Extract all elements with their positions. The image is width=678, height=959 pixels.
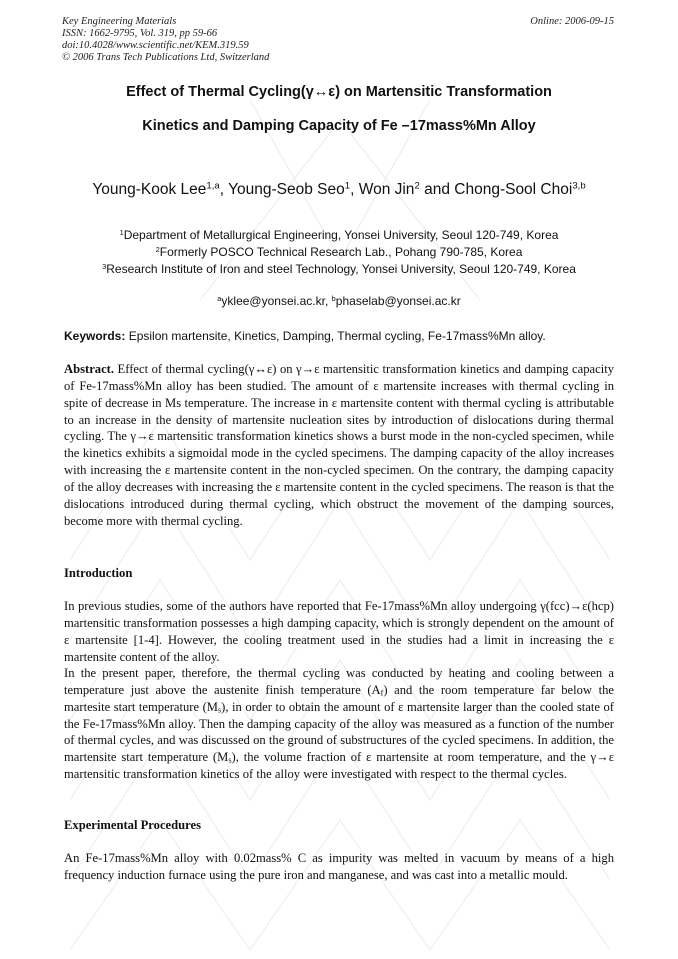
issn-line: ISSN: 1662-9795, Vol. 319, pp 59-66 — [62, 28, 218, 39]
keywords-text: Epsilon martensite, Kinetics, Damping, Thermal cycling, Fe-17mass%Mn alloy. — [128, 329, 546, 343]
copyright-line: © 2006 Trans Tech Publications Ltd, Switzerland — [62, 52, 270, 63]
paper-title-line-1: Effect of Thermal Cycling(γ↔ε) on Martensitic Transformation — [126, 84, 552, 100]
introduction-paragraph-1: In previous studies, some of the authors have reported that Fe-17mass%Mn alloy undergoing γ(fcc)→ε(hcp) martensitic transformation possesses a high damping capacity, which is strongly dependent on the amount of ε martensite [1-4]. However, the cooling treatment used in the studies had a limit in increasing the ε martensite content of the alloy. — [64, 599, 614, 664]
doi-line: doi:10.4028/www.scientific.net/KEM.319.59 — [62, 40, 249, 51]
abstract-text: Effect of thermal cycling(γ↔ε) on γ→ε martensitic transformation kinetics and damping capacity of Fe-17mass%Mn alloy has been studied. The amount of ε martensite increases with thermal cycling in spite of decrease in Ms temperature. The increase in ε martensite content with thermal cycling is attributable to an increase in the density of martensite nucleation sites by introduction of dislocations during thermal cycling. The γ→ε martensitic transformation kinetics shows a burst mode in the non-cycled specimen, while the kinetics exhibits a sigmoidal mode in the cycled specimens. The damping capacity of the alloy increases with increasing the ε martensite content in the non-cycled specimen. On the contrary, the damping capacity of the alloy decreases with increasing the ε martensite content in the cycled specimens. The reason is that the dislocations introduced during thermal cycling, which obstruct the movement of the damping sources, become more with thermal cycling. — [64, 362, 614, 528]
keywords-label: Keywords: — [64, 329, 126, 343]
author-affil-sup: 1 — [344, 180, 351, 192]
author-affil-sup: 3,b — [572, 180, 586, 192]
author-list: Young-Kook Lee$^{1,a}$, Young-Seob Seo$^1$, Won Jin$^2$ and Chong-Sool Choi$^{3,b}$ — [92, 180, 586, 198]
affiliation-1: $^1$Department of Metallurgical Engineering, Yonsei University, Seoul 120-749, Korea — [119, 227, 559, 242]
introduction-heading: Introduction — [64, 566, 133, 580]
author-affil-sup: 2 — [414, 180, 420, 192]
experimental-heading: Experimental Procedures — [64, 818, 201, 832]
online-date: Online: 2006-09-15 — [530, 16, 614, 27]
journal-header — [62, 16, 269, 64]
journal-name: Key Engineering Materials — [62, 16, 177, 27]
email-link-b[interactable]: phaselab@yonsei.ac.kr — [335, 294, 461, 308]
introduction-paragraph-2: In the present paper, therefore, the thermal cycling was conducted by heating and cooling between a temperature just above the austenite finish temperature $(A_f)$ and the room temperature far below the martesite start temperature $(M_s)$, in order to obtain the amount of ε martensite larger than the cooled state of the Fe-17mass%Mn alloy. Then the damping capacity of the alloy was measured as a function of the number of thermal cycles, and was discussed on the ground of substructures of the cycled specimens. In addition, the martensite start temperature $(M_s)$, the volume fraction of ε martensite at room temperature, and the γ→ε martensitic transformation kinetics of the alloy were investigated with respect to the thermal cycles. — [64, 666, 614, 782]
author-affil-sup: 1,a — [206, 180, 220, 192]
author-name: Won Jin — [358, 181, 415, 198]
author-name: Young-Kook Lee — [92, 181, 207, 198]
email-line: $^a$yklee@yonsei.ac.kr, $^b$phaselab@yonsei.ac.kr — [217, 293, 461, 308]
keywords — [64, 329, 624, 343]
abstract-label: Abstract. — [64, 362, 115, 376]
author-name: Young-Seob Seo — [228, 181, 345, 198]
author-name: Chong-Sool Choi — [454, 181, 573, 198]
abstract — [64, 361, 614, 529]
email-link-a[interactable]: yklee@yonsei.ac.kr, — [221, 294, 329, 308]
affiliation-2: $^2$Formerly POSCO Technical Research Lab., Pohang 790-785, Korea — [155, 244, 523, 259]
affiliation-3: $^3$Research Institute of Iron and steel Technology, Yonsei University, Seoul 120-749, Korea — [102, 261, 576, 276]
paper-title-line-2: Kinetics and Damping Capacity of Fe –17mass%Mn Alloy — [142, 118, 536, 134]
experimental-paragraph-1: An Fe-17mass%Mn alloy with 0.02mass% C as impurity was melted in vacuum by means of a high frequency induction furnace using the pure iron and manganese, and was cast into a metallic mould. — [64, 851, 614, 882]
